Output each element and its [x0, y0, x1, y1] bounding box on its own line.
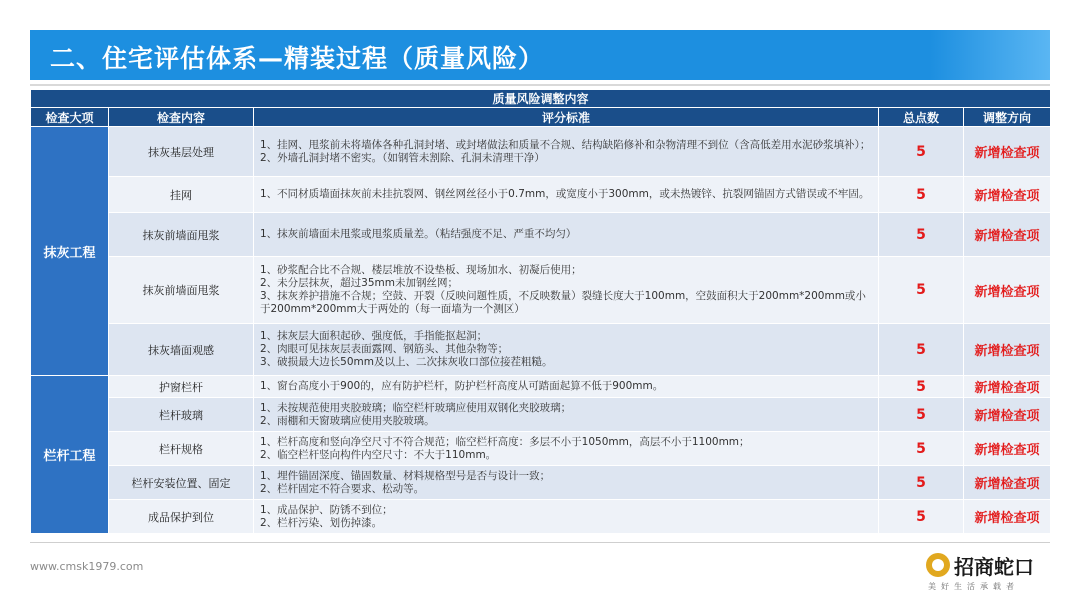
score-cell: 5 — [879, 324, 964, 376]
item-cell: 抹灰墙面观感 — [109, 324, 254, 376]
criteria-line: 2、未分层抹灰，超过35mm未加钢丝网； — [260, 277, 458, 289]
direction-cell: 新增检查项 — [964, 177, 1051, 213]
item-cell: 挂网 — [109, 177, 254, 213]
criteria-cell — [254, 127, 879, 177]
criteria-line: 2、栏杆污染、划伤掉漆。 — [260, 516, 383, 529]
criteria-line: 1、埋件锚固深度、锚固数量、材料规格型号是否与设计一致； — [260, 469, 551, 482]
criteria-line: 1、成品保护、防锈不到位； — [260, 503, 393, 516]
score-cell: 5 — [879, 376, 964, 398]
direction-cell: 新增检查项 — [964, 432, 1051, 466]
criteria-line: 1、砂浆配合比不合规、楼层堆放不设垫板、现场加水、初凝后使用； — [260, 264, 582, 276]
website-url[interactable]: www.cmsk1979.com — [30, 560, 144, 573]
criteria-cell — [254, 213, 879, 257]
direction-cell: 新增检查项 — [964, 324, 1051, 376]
score-cell: 5 — [879, 432, 964, 466]
criteria-cell — [254, 398, 879, 432]
criteria-line: 1、不同材质墙面抹灰前未挂抗裂网、钢丝网丝径小于0.7mm，或宽度小于300mm，或未热镀锌、抗裂网锚固方式错误或不牢固。 — [260, 188, 870, 200]
criteria-line: 1、抹灰前墙面未甩浆或甩浆质量差。（粘结强度不足、严重不均匀） — [260, 228, 577, 240]
criteria-line: 1、抹灰层大面积起砂、强度低，手指能抠起洞； — [260, 330, 488, 342]
category-cell: 栏杆工程 — [31, 376, 109, 534]
page-title: 二、住宅评估体系—精装过程（质量风险） — [50, 44, 545, 73]
logo-slogan: 美好生活承载者 — [928, 582, 1019, 591]
item-cell: 成品保护到位 — [109, 500, 254, 534]
criteria-line: 3、破损最大边长50mm及以上、二次抹灰收口部位接茬粗糙。 — [260, 356, 553, 368]
direction-cell: 新增检查项 — [964, 213, 1051, 257]
company-logo — [926, 551, 1056, 596]
score-cell: 5 — [879, 127, 964, 177]
table-caption: 质量风险调整内容 — [31, 90, 1051, 108]
score-cell: 5 — [879, 398, 964, 432]
criteria-line: 2、肉眼可见抹灰层表面露网、钢筋头、其他杂物等； — [260, 343, 509, 355]
score-cell: 5 — [879, 213, 964, 257]
column-header-direction: 调整方向 — [964, 108, 1051, 127]
criteria-line: 1、栏杆高度和竖向净空尺寸不符合规范；临空栏杆高度：多层不小于1050mm，高层不小于1100mm； — [260, 435, 750, 448]
column-header-criteria: 评分标准 — [254, 108, 879, 127]
criteria-line: 1、未按规范使用夹胶玻璃；临空栏杆玻璃应使用双钢化夹胶玻璃； — [260, 401, 572, 414]
criteria-line: 1、窗台高度小于900的，应有防护栏杆，防护栏杆高度从可踏面起算不低于900mm。 — [260, 380, 664, 392]
criteria-cell — [254, 432, 879, 466]
criteria-cell — [254, 500, 879, 534]
score-cell: 5 — [879, 500, 964, 534]
criteria-line: 2、临空栏杆竖向构件内空尺寸：不大于110mm。 — [260, 448, 497, 461]
criteria-cell — [254, 177, 879, 213]
quality-risk-table — [30, 89, 1051, 534]
column-header-category: 检查大项 — [31, 108, 109, 127]
direction-cell: 新增检查项 — [964, 398, 1051, 432]
criteria-cell — [254, 324, 879, 376]
criteria-line: 2、雨棚和天窗玻璃应使用夹胶玻璃。 — [260, 414, 435, 427]
score-cell: 5 — [879, 177, 964, 213]
criteria-line: 2、栏杆固定不符合要求、松动等。 — [260, 482, 425, 495]
logo-name: 招商蛇口 — [954, 555, 1034, 579]
item-cell: 抹灰前墙面甩浆 — [109, 257, 254, 324]
column-header-item: 检查内容 — [109, 108, 254, 127]
criteria-cell — [254, 376, 879, 398]
direction-cell: 新增检查项 — [964, 466, 1051, 500]
item-cell: 抹灰前墙面甩浆 — [109, 213, 254, 257]
direction-cell: 新增检查项 — [964, 500, 1051, 534]
direction-cell: 新增检查项 — [964, 127, 1051, 177]
footer-divider — [30, 542, 1050, 543]
cmsk-logo-icon — [926, 553, 950, 577]
direction-cell: 新增检查项 — [964, 257, 1051, 324]
criteria-line: 3、抹灰养护措施不合规；空鼓、开裂（反映问题性质，不反映数量）裂缝长度大于100mm，空鼓面积大于200mm*200mm或小于200mm*200mm大于两处的（每一面墙为一个测区） — [260, 290, 866, 315]
title-divider — [30, 84, 1050, 86]
item-cell: 护窗栏杆 — [109, 376, 254, 398]
item-cell: 栏杆安装位置、固定 — [109, 466, 254, 500]
item-cell: 栏杆规格 — [109, 432, 254, 466]
score-cell: 5 — [879, 257, 964, 324]
criteria-cell — [254, 466, 879, 500]
criteria-line: 2、外墙孔洞封堵不密实。（如钢管未割除、孔洞未清理干净） — [260, 151, 545, 164]
criteria-cell — [254, 257, 879, 324]
item-cell: 抹灰基层处理 — [109, 127, 254, 177]
item-cell: 栏杆玻璃 — [109, 398, 254, 432]
title-banner — [30, 30, 1050, 80]
category-cell: 抹灰工程 — [31, 127, 109, 376]
score-cell: 5 — [879, 466, 964, 500]
criteria-line: 1、挂网、甩浆前未将墙体各种孔洞封堵、或封堵做法和质量不合规、结构缺陷修补和杂物清理不到位（含高低差用水泥砂浆填补）； — [260, 138, 871, 151]
direction-cell: 新增检查项 — [964, 376, 1051, 398]
column-header-score: 总点数 — [879, 108, 964, 127]
